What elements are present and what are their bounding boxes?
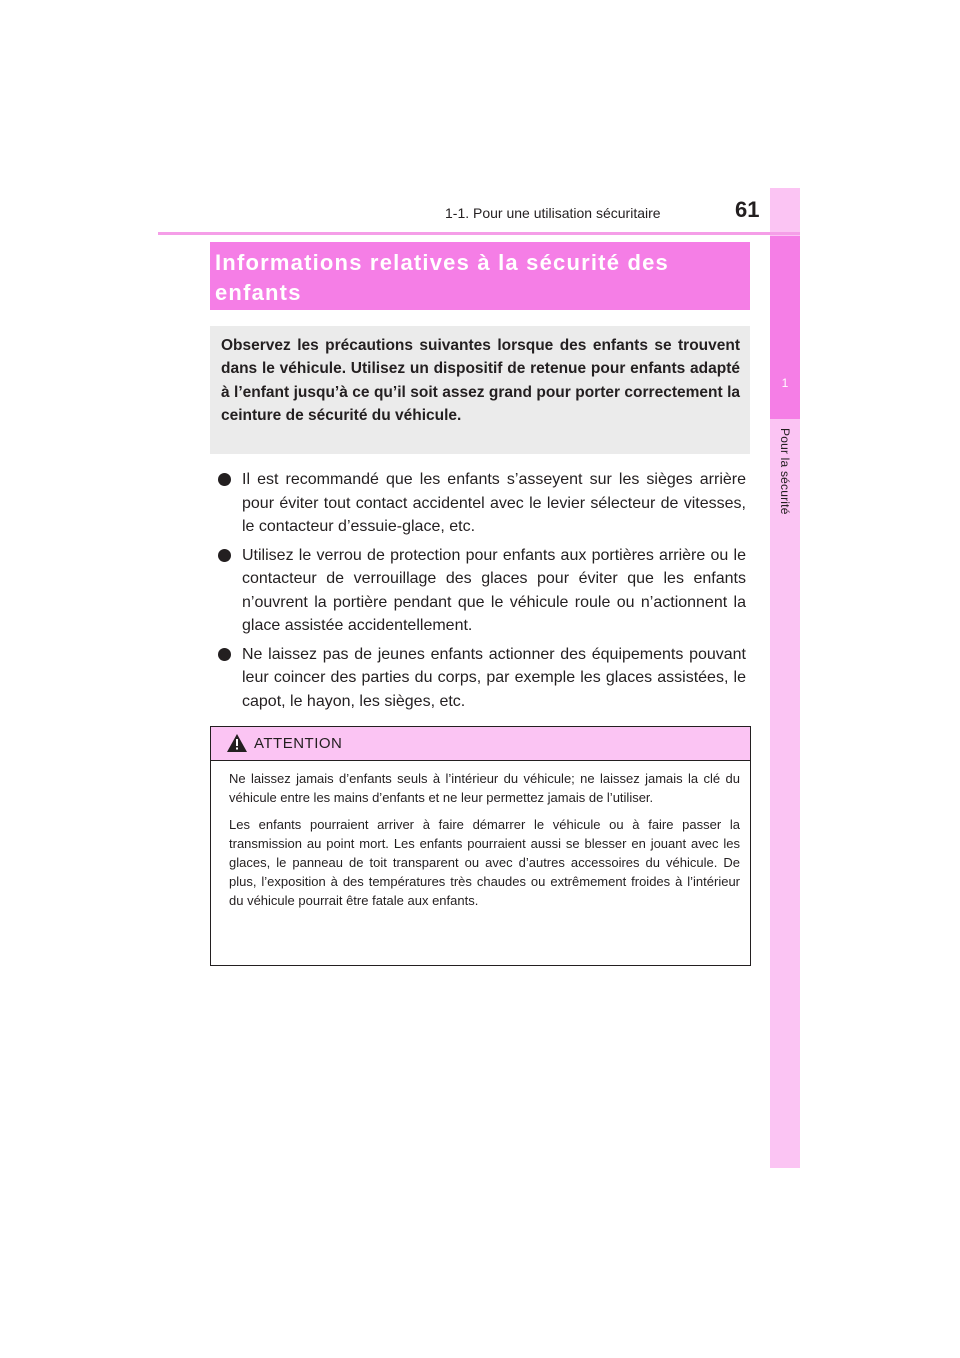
chapter-label: Pour la sécurité (778, 428, 792, 515)
bullet-dot-icon (218, 648, 231, 661)
list-item (216, 643, 746, 714)
bullet-text: Ne laissez pas de jeunes enfants actionner des équipements pouvant leur coincer des parties du corps, par exemple les glaces assistées, le capot, le hayon, les sièges, etc. (242, 645, 746, 710)
bullet-list (216, 468, 746, 718)
attention-paragraph: Ne laissez jamais d’enfants seuls à l’intérieur du véhicule; ne laissez jamais la clé du véhicule entre les mains d’enfants et ne leur permettez jamais de l’utiliser. (229, 771, 740, 805)
attention-label: ATTENTION (254, 735, 343, 752)
list-item (216, 544, 746, 638)
chapter-number: 1 (781, 376, 789, 390)
attention-body (229, 769, 740, 918)
attention-box (210, 726, 751, 966)
intro-text: Observez les précautions suivantes lorsque des enfants se trouvent dans le véhicule. Utilisez un dispositif de retenue pour enfants adapté à l’enfant jusqu’à ce qu’il soit assez grand pour porter correctement la ceinture de sécurité du véhicule. (221, 337, 740, 425)
side-tab-active-chapter (770, 236, 800, 419)
bullet-text: Utilisez le verrou de protection pour enfants aux portières arrière ou le contacteur de verrouillage des glaces pour éviter que les enfants n’ouvrent la portière pendant que le véhicule roule ou n’actionnent la glace assistée accidentellement. (242, 546, 746, 634)
attention-paragraph: Les enfants pourraient arriver à faire démarrer le véhicule ou à faire passer la transmission au point mort. Les enfants pourraient aussi se blesser en jouant avec les glaces, le panneau de toit transparent ou avec d’autres accessoires du véhicule. De plus, l’exposition à des températures très chaudes ou extrêmement froides à l’intérieur du véhicule pourrait être fatale aux enfants. (229, 817, 740, 908)
attention-header (211, 727, 750, 761)
bullet-dot-icon (218, 549, 231, 562)
bullet-text: Il est recommandé que les enfants s’asseyent sur les sièges arrière pour éviter tout contact accidentel avec le levier sélecteur de vitesses, le contacteur d’essuie-glace, etc. (242, 471, 746, 535)
running-header-section: 1-1. Pour une utilisation sécuritaire (445, 205, 661, 221)
header-rule (158, 232, 800, 235)
list-item (216, 468, 746, 539)
bullet-dot-icon (218, 473, 231, 486)
page-number: 61 (735, 197, 760, 222)
warning-triangle-icon (227, 734, 247, 752)
section-title: Informations relatives à la sécurité des enfants (215, 250, 669, 305)
